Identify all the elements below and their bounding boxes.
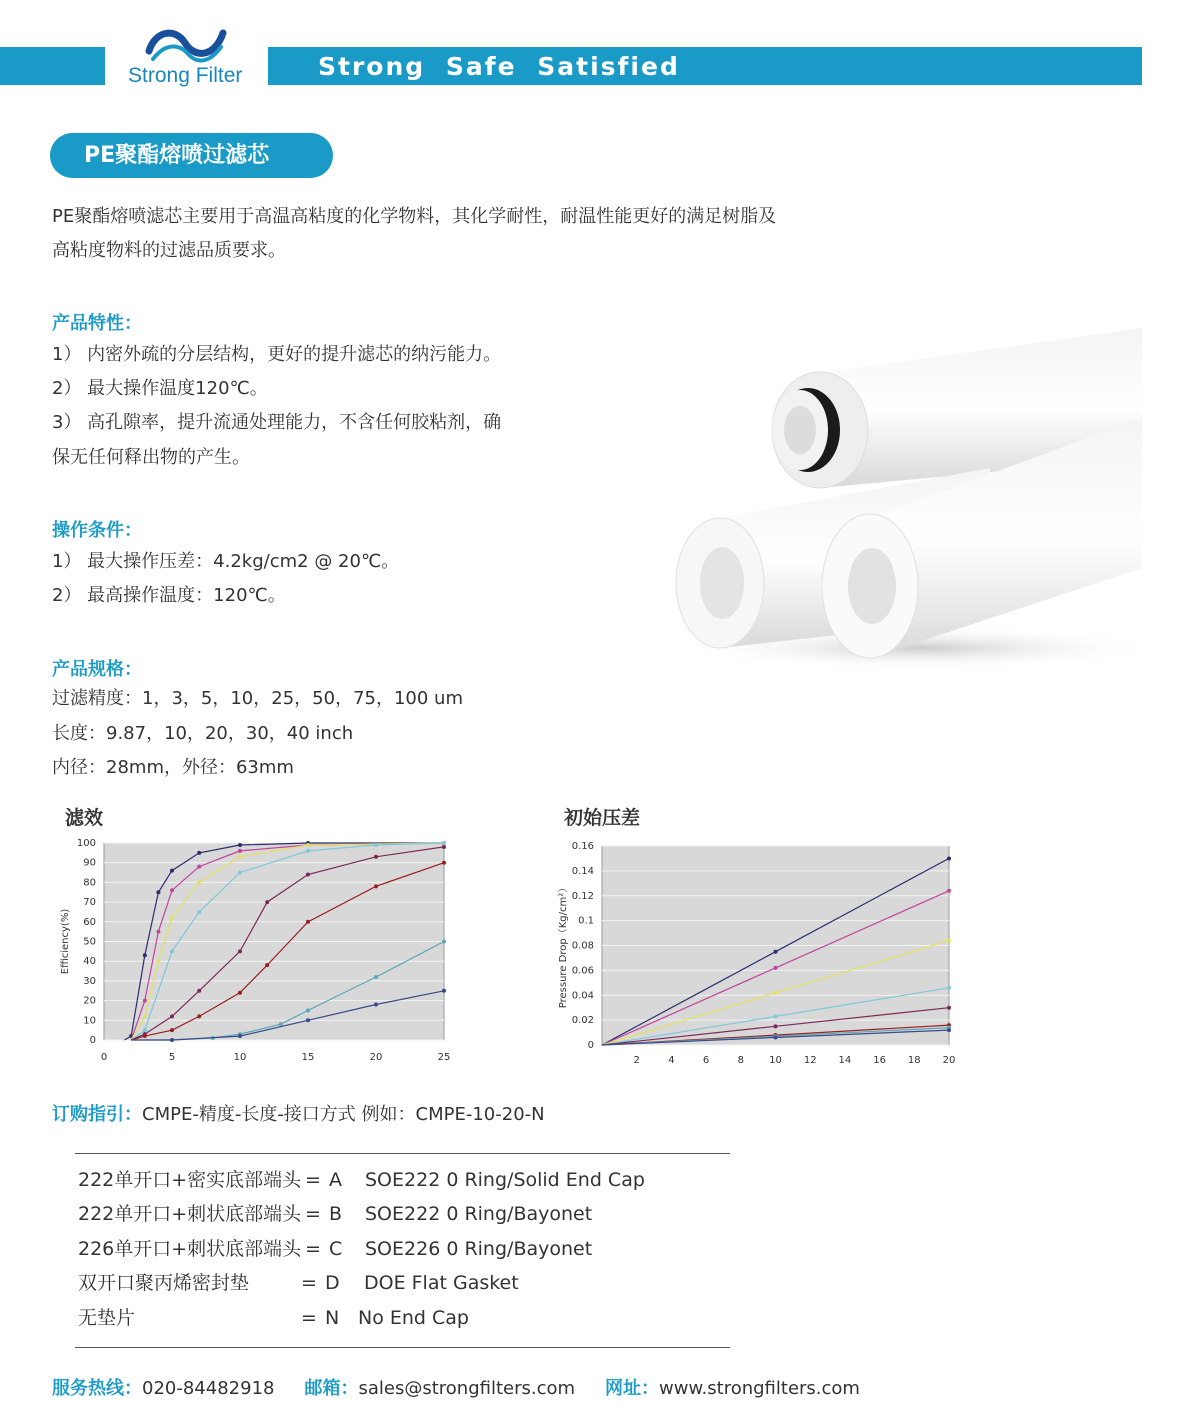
data-point	[143, 1028, 147, 1032]
header-bar-left	[0, 47, 105, 85]
y-tick-label: 0.16	[571, 841, 594, 852]
y-tick-label: 70	[83, 897, 96, 909]
data-point	[197, 989, 201, 993]
data-point	[374, 855, 378, 859]
data-point	[197, 1014, 201, 1018]
option-row	[78, 1232, 728, 1267]
efficiency-chart	[50, 835, 460, 1070]
y-tick-label: 0	[89, 1035, 96, 1046]
condition-line: 1） 最大操作压差：4.2kg/cm2 @ 20℃。	[52, 551, 400, 572]
option-row	[78, 1266, 728, 1301]
data-point	[442, 989, 446, 993]
hotline-number[interactable]: 020-84482918	[142, 1378, 275, 1399]
y-axis-label: Pressure Drop（Kg/cm²）	[558, 882, 569, 1009]
x-tick-label: 25	[437, 1052, 451, 1063]
option-code: C	[329, 1238, 343, 1260]
x-tick-label: 8	[737, 1055, 744, 1066]
intro-line-1: PE聚酯熔喷滤芯主要用于高温高粘度的化学物料，其化学耐性，耐温性能更好的满足树脂及	[52, 206, 777, 227]
option-eq: =	[301, 1307, 317, 1329]
y-axis-label: Efficiency(%)	[60, 908, 71, 975]
y-tick-label: 50	[83, 936, 96, 948]
data-point	[197, 865, 201, 869]
option-en: DOE Flat Gasket	[364, 1272, 519, 1294]
data-point	[947, 986, 951, 990]
divider-top	[75, 1153, 730, 1154]
data-point	[374, 884, 378, 888]
option-code: D	[325, 1272, 340, 1294]
data-point	[238, 843, 242, 847]
data-point	[170, 1038, 174, 1042]
option-cn: 222单开口+密实底部端头	[78, 1169, 302, 1191]
data-point	[306, 843, 310, 847]
data-point	[238, 991, 242, 995]
web-label: 网址：	[605, 1378, 660, 1399]
logo-icon	[145, 25, 227, 67]
x-tick-label: 20	[942, 1055, 956, 1066]
feature-line: 2） 最大操作温度120℃。	[52, 378, 268, 399]
y-tick-label: 0	[587, 1040, 594, 1051]
data-point	[197, 880, 201, 884]
x-tick-label: 10	[233, 1052, 247, 1063]
data-point	[170, 916, 174, 920]
data-point	[156, 890, 160, 894]
data-point	[170, 949, 174, 953]
data-point	[143, 999, 147, 1003]
option-eq: =	[301, 1272, 317, 1294]
hotline-label: 服务热线：	[52, 1378, 142, 1399]
data-point	[265, 900, 269, 904]
data-point	[774, 991, 778, 995]
option-en: SOE222 0 Ring/Bayonet	[365, 1203, 593, 1225]
x-tick-label: 20	[369, 1052, 383, 1063]
divider-bottom	[75, 1347, 730, 1348]
x-tick-label: 6	[702, 1055, 710, 1066]
email-label: 邮箱：	[304, 1378, 359, 1399]
x-tick-label: 4	[668, 1055, 675, 1066]
option-cn: 222单开口+刺状底部端头	[78, 1203, 302, 1225]
contact-footer	[52, 1374, 860, 1400]
option-code: A	[329, 1169, 342, 1191]
features-heading: 产品特性：	[52, 313, 142, 334]
x-tick-label: 14	[838, 1055, 852, 1066]
order-guide-label: 订购指引：	[52, 1104, 142, 1125]
data-point	[143, 1034, 147, 1038]
spec-line: 过滤精度：1，3，5，10，25，50，75，100 um	[52, 688, 463, 709]
logo-text: Strong Filter	[128, 64, 243, 87]
condition-line: 2） 最高操作温度：120℃。	[52, 585, 286, 606]
intro-line-2: 高粘度物料的过滤品质要求。	[52, 240, 286, 261]
x-tick-label: 16	[873, 1055, 886, 1066]
data-point	[143, 953, 147, 957]
option-eq: =	[305, 1203, 321, 1225]
data-point	[947, 889, 951, 893]
slogan: Strong Safe Satisfied	[318, 52, 680, 81]
data-point	[197, 851, 201, 855]
option-en: No End Cap	[358, 1307, 469, 1329]
x-tick-label: 0	[100, 1052, 108, 1063]
feature-line: 3） 高孔隙率，提升流通处理能力，不含任何胶粘剂，确	[52, 412, 502, 433]
data-point	[374, 975, 378, 979]
data-point	[238, 871, 242, 875]
web-link[interactable]: www.strongfilters.com	[659, 1378, 860, 1399]
data-point	[170, 888, 174, 892]
data-point	[947, 856, 951, 860]
option-cn: 无垫片	[78, 1307, 136, 1329]
data-point	[774, 1036, 778, 1040]
y-tick-label: 0.04	[571, 990, 594, 1002]
y-tick-label: 40	[83, 956, 96, 968]
y-tick-label: 80	[83, 877, 96, 889]
y-tick-label: 0.02	[571, 1015, 594, 1027]
data-point	[197, 910, 201, 914]
y-tick-label: 0.06	[571, 965, 594, 977]
option-code: N	[325, 1307, 340, 1329]
order-guide	[52, 1100, 545, 1126]
x-tick-label: 15	[301, 1052, 315, 1063]
data-point	[774, 950, 778, 954]
filter-cartridge-image	[660, 318, 1150, 678]
specs-heading: 产品规格：	[52, 659, 142, 680]
data-point	[774, 1014, 778, 1018]
y-tick-label: 0.14	[571, 865, 594, 877]
data-point	[306, 1018, 310, 1022]
option-code: B	[329, 1203, 343, 1225]
y-tick-label: 30	[83, 975, 96, 987]
data-point	[374, 1003, 378, 1007]
conditions-heading: 操作条件：	[52, 520, 142, 541]
option-cn: 双开口聚丙烯密封垫	[78, 1272, 250, 1294]
data-point	[774, 966, 778, 970]
x-tick-label: 5	[168, 1052, 176, 1063]
feature-line: 1） 内密外疏的分层结构，更好的提升滤芯的纳污能力。	[52, 344, 502, 365]
data-point	[306, 873, 310, 877]
data-point	[238, 849, 242, 853]
x-tick-label: 18	[907, 1055, 921, 1066]
data-point	[279, 1022, 283, 1026]
efficiency-chart-title: 滤效	[65, 807, 104, 829]
data-point	[442, 841, 446, 845]
y-tick-label: 10	[83, 1015, 96, 1027]
email-link[interactable]: sales@strongfilters.com	[358, 1378, 576, 1399]
data-point	[374, 843, 378, 847]
data-point	[947, 1006, 951, 1010]
data-point	[170, 869, 174, 873]
y-tick-label: 90	[83, 857, 96, 869]
option-row	[78, 1197, 728, 1232]
spec-line: 内径：28mm，外径：63mm	[52, 757, 294, 778]
data-point	[947, 939, 951, 943]
data-point	[947, 1028, 951, 1032]
data-point	[238, 1034, 242, 1038]
y-tick-label: 60	[83, 916, 96, 928]
data-point	[265, 963, 269, 967]
option-cn: 226单开口+刺状底部端头	[78, 1238, 302, 1260]
feature-line: 保无任何释出物的产生。	[52, 447, 250, 468]
x-tick-label: 12	[803, 1055, 817, 1066]
page-title: PE聚酯熔喷过滤芯	[50, 133, 333, 178]
x-tick-label: 2	[633, 1055, 640, 1066]
y-tick-label: 0.12	[571, 890, 594, 902]
data-point	[306, 920, 310, 924]
data-point	[170, 1028, 174, 1032]
option-eq: =	[305, 1169, 321, 1191]
data-point	[306, 1008, 310, 1012]
data-point	[156, 959, 160, 963]
option-en: SOE222 0 Ring/Solid End Cap	[365, 1169, 645, 1191]
data-point	[306, 849, 310, 853]
data-point	[170, 1014, 174, 1018]
x-tick-label: 10	[769, 1055, 782, 1066]
y-tick-label: 0.08	[571, 940, 594, 952]
y-tick-label: 0.1	[578, 915, 594, 927]
option-en: SOE226 0 Ring/Bayonet	[365, 1238, 593, 1260]
data-point	[143, 1014, 147, 1018]
option-row	[78, 1301, 728, 1336]
data-point	[442, 845, 446, 849]
option-eq: =	[305, 1238, 321, 1260]
data-point	[442, 940, 446, 944]
order-guide-text: CMPE-精度-长度-接口方式 例如：CMPE-10-20-N	[142, 1104, 545, 1125]
y-tick-label: 20	[83, 995, 96, 1007]
data-point	[238, 949, 242, 953]
pressure-chart-title: 初始压差	[564, 807, 641, 829]
pressure-drop-chart	[548, 835, 968, 1070]
data-point	[774, 1024, 778, 1028]
spec-line: 长度：9.87，10，20，30，40 inch	[52, 723, 354, 744]
option-row	[78, 1163, 728, 1198]
data-point	[156, 930, 160, 934]
data-point	[238, 855, 242, 859]
data-point	[442, 861, 446, 865]
y-tick-label: 100	[76, 838, 96, 849]
